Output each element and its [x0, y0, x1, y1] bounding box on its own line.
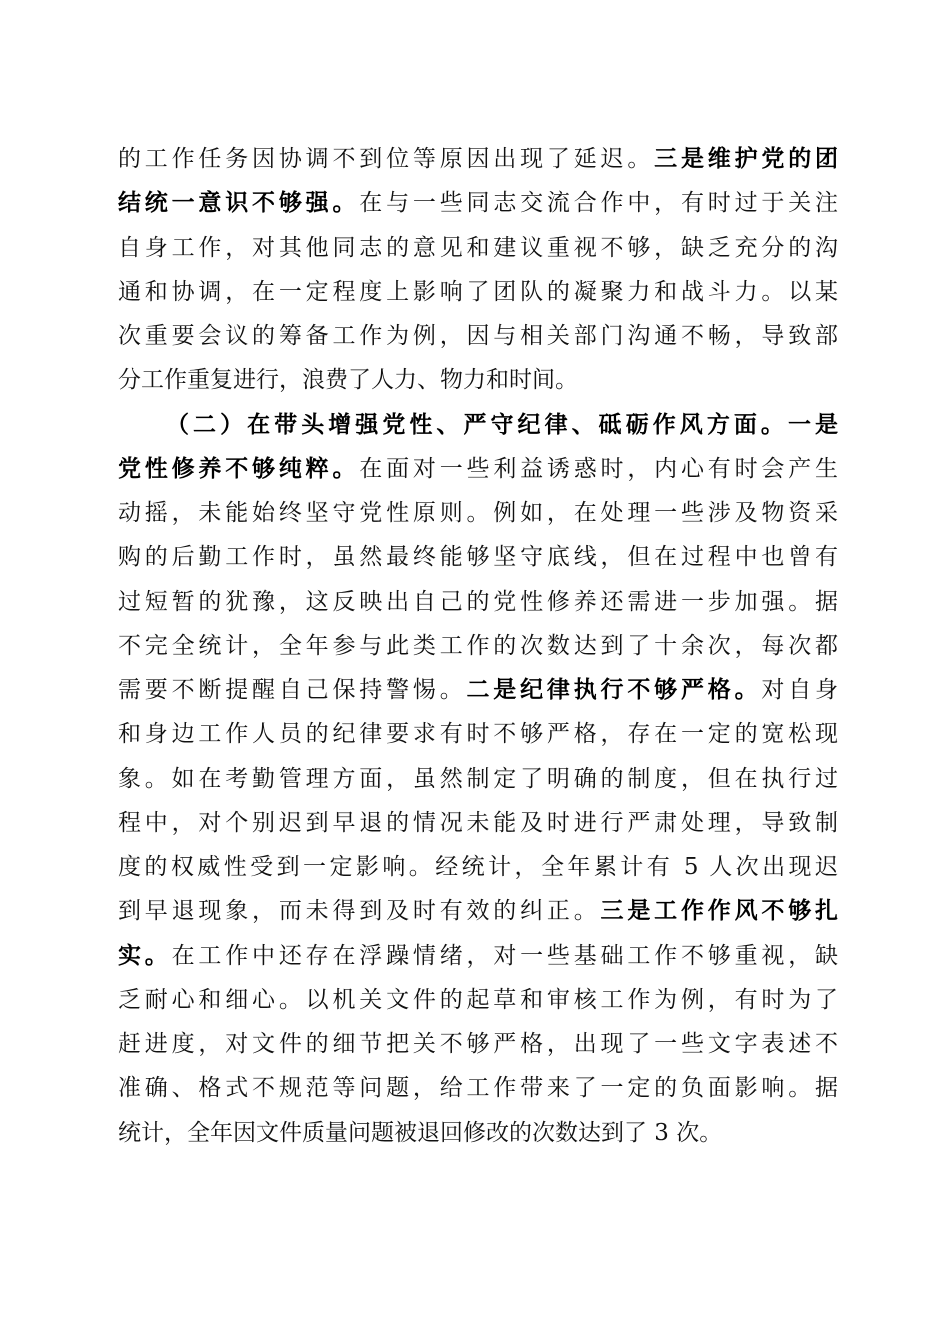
bold-text: 三是维护党的团	[654, 146, 839, 172]
body-text: 乏耐心和细心。以机关文件的起草和审核工作为例，有时为了	[118, 986, 838, 1013]
text-line	[166, 403, 838, 447]
bold-text: （二）在带头增强党性、严守纪律、砥砺作风方面。一是	[166, 411, 838, 438]
text-line	[118, 889, 838, 933]
text-line	[118, 580, 838, 624]
text-line	[118, 1066, 838, 1110]
text-line	[118, 712, 838, 756]
bold-text: 三是工作作风不够扎	[600, 898, 839, 925]
body-text: 统计，全年因文件质量问题被退回修改的次数达到了 3 次。	[118, 1119, 723, 1146]
body-text: 的工作任务因协调不到位等原因出现了延迟。	[118, 146, 655, 172]
text-line	[118, 1022, 838, 1066]
text-line	[118, 624, 838, 668]
body-text: 购的后勤工作时，虽然最终能够坚守底线，但在过程中也曾有	[118, 544, 838, 571]
body-text: 在与一些同志交流合作中，有时过于关注	[359, 190, 839, 217]
text-line	[118, 934, 838, 978]
body-text: 准确、格式不规范等问题，给工作带来了一定的负面影响。据	[118, 1075, 838, 1102]
text-line	[118, 535, 838, 579]
text-line	[118, 801, 838, 845]
text-line	[118, 226, 838, 270]
text-line	[118, 491, 838, 535]
body-text: 自身工作，对其他同志的意见和建议重视不够，缺乏充分的沟	[118, 234, 838, 261]
body-text: 程中，对个别迟到早退的情况未能及时进行严肃处理，导致制	[118, 809, 838, 836]
text-line	[118, 845, 838, 889]
body-text: 过短暂的犹豫，这反映出自己的党性修养还需进一步加强。据	[118, 588, 838, 615]
bold-text: 实。	[118, 942, 172, 969]
text-line	[118, 181, 838, 225]
body-text: 度的权威性受到一定影响。经统计，全年累计有 5 人次出现迟	[118, 854, 838, 880]
body-text: 到早退现象，而未得到及时有效的纠正。	[118, 898, 601, 925]
text-line	[118, 358, 838, 402]
body-text: 分工作重复进行，浪费了人力、物力和时间。	[118, 367, 578, 394]
body-text: 动摇，未能始终坚守党性原则。例如，在处理一些涉及物资采	[118, 500, 838, 526]
body-text: 需要不断提醒自己保持警惕。	[118, 677, 467, 703]
body-text: 象。如在考勤管理方面，虽然制定了明确的制度，但在执行过	[118, 765, 838, 792]
body-text: 次重要会议的筹备工作为例，因与相关部门沟通不畅，导致部	[118, 323, 838, 349]
bold-text: 二是纪律执行不够严格。	[466, 677, 762, 703]
bold-text: 结统一意识不够强。	[118, 190, 360, 217]
body-text: 不完全统计，全年参与此类工作的次数达到了十余次，每次都	[118, 632, 838, 659]
body-text: 赶进度，对文件的细节把关不够严格，出现了一些文字表述不	[118, 1031, 838, 1057]
text-line	[118, 1111, 838, 1155]
body-text: 和身边工作人员的纪律要求有时不够严格，存在一定的宽松现	[118, 721, 838, 748]
text-line	[118, 137, 838, 181]
text-line	[118, 314, 838, 358]
text-line	[118, 270, 838, 314]
bold-text: 党性修养不够纯粹。	[118, 455, 360, 482]
body-text: 通和协调，在一定程度上影响了团队的凝聚力和战斗力。以某	[118, 278, 838, 305]
text-line	[118, 978, 838, 1022]
body-text: 在面对一些利益诱惑时，内心有时会产生	[359, 455, 839, 482]
text-line	[118, 757, 838, 801]
text-line	[118, 668, 838, 712]
text-line	[118, 447, 838, 491]
body-text: 在工作中还存在浮躁情绪，对一些基础工作不够重视，缺	[171, 942, 839, 969]
body-text: 对自身	[761, 677, 839, 703]
